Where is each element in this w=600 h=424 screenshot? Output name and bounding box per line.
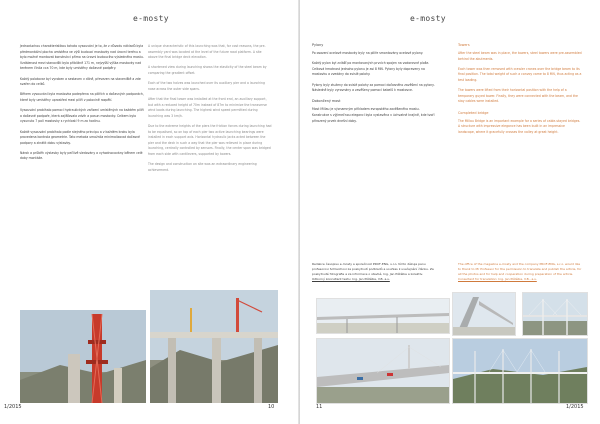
paragraph: After that the final tower was installed at the front end, an auxiliary support, but with a reduced height of 70m instead of 87m to minimize the transverse wind loads during launching. The highest wind speed permitted during launching was 3 km/h.: [148, 96, 267, 118]
section-heading: Completed bridge: [458, 110, 489, 115]
section-heading: Towers: [458, 43, 470, 47]
paragraph: Po osazení ocelové mostovky byly na pilíře smontovány ocelové pylony.: [312, 51, 424, 55]
paragraph: Nárok a průběh výstavby byly pečlivě sledovány a vyhodnocovány během celé doby montáže.: [20, 150, 143, 161]
paragraph: Každý pylon byl zvlášť po montovaných prvcích spojen na vodorovné ploše. Celková hmotnost jednoho pylonu je asi 8 MN. Pylony byly dopraveny na mostovku a zvedány do svislé polohy.: [312, 61, 430, 77]
paragraph: The design and construction on site was an extraordinary engineering achievement.: [148, 162, 257, 172]
bridge-photo-cables: [522, 292, 588, 336]
masthead-title: e-mosty: [133, 14, 169, 23]
bridge-photo-valley: [452, 338, 588, 404]
paragraph: Každý polotovar byl vyroben a sestaven v dílně, převezen na staveniště a zde svařen do celků.: [20, 76, 141, 87]
paragraph: Každé vysouvání probíhalo podle stejného principu a v každém kroku byla provedena kontrola geometrie. Tato metoda umožnila minimalizovat dočasné podpory a zkrátit dobu výstavby.: [20, 129, 140, 145]
paragraph: The towers were lifted from their horizontal position with the help of a temporary guyed tower. Finally, they were connected with the beam, and the stay cables were installed.: [458, 88, 578, 104]
construction-photo-tower: [20, 310, 146, 403]
paragraph: Most Millau je významným příkladem evropského zavěšeného mostu. Konstrukce s výjimečnou elegancí byla vystavěna v úchvatné krajině, kde tvoří přirozený prvek dnešní doby.: [312, 107, 435, 123]
paragraph: A shortened view during launching shows the elasticity of the steel beam by comparing the gradient offset.: [148, 65, 267, 75]
paragraph: Each of the two halves was launched over its auxiliary pier and a launching nose across the outer side spans.: [148, 81, 265, 91]
right-page: [300, 0, 600, 424]
issue-number: 1/2015: [4, 404, 22, 410]
czech-text-column: [20, 44, 144, 344]
paragraph: Due to the extreme heights of the piers the friction forces during launching had to be equalised, so on top of each pier two active launching bearings were installed in each support axis. Horizontal hydraulic jacks acted between the pier and the deck in such a way that the pier was relieved in place during launching, centrally controlled by sensors. Finally, the center span was bridged from each side with cantilevers, supported by towers.: [148, 123, 272, 156]
section-heading: Dokončený most: [312, 99, 341, 104]
paragraph: After the steel beam was in place, the towers, steel towers were pre-assembled behind the abutments.: [458, 51, 582, 61]
paragraph: Během vysouvání byla mostovka podepřena na pilířích a dočasných podporách, které byly umístěny uprostřed mezi pilíři v polovině rozpětí.: [20, 92, 144, 102]
credit-text: Redakce časopisu e-mosty a společnost PROF-ENG, s.r.o. tímto děkuje panu profesorovi Schlaichovi za poskytnutí podkladů a souhlas k uveřejnění článku. Za poskytnuté fotografie a za informace o stavbě, Ing. Jan Pištělka a kolektiv.: [312, 262, 434, 276]
page-number: 10: [268, 404, 275, 410]
bridge-photo-deck: [316, 298, 450, 334]
paragraph: A unique characteristic of this launching was that, for cost reasons, the pre-assembly yard was located at the level of the future road platform. A site above the final bridge deck elevation.: [148, 44, 266, 60]
bridge-photo-tower: [452, 292, 516, 336]
english-text-column: [458, 42, 582, 258]
section-heading: Pylony: [312, 43, 324, 47]
consultant-credit: Odborný konzultant textu: Ing. Jan Pištělka, V.B. a.s.: [312, 277, 390, 281]
page-number: 11: [316, 404, 323, 410]
paragraph: Pylony byly ztuženy do svislé polohy za pomoci dočasného zavěšení na pylony. Následně byly vyrovnány a zavěšeny pomocí kabelů k mostovce.: [312, 82, 435, 93]
construction-photo-deck: [150, 290, 278, 403]
czech-text-column: [312, 42, 436, 258]
credit-text: The office of the magazine e-mosty and the company PROF-ENG, s.r.o. would like to thank to Mr Professor for the permission to translate and publish the article, for all the photos and for help and cooperation during preparation of the article.: [458, 262, 582, 276]
english-text-column: [148, 44, 272, 310]
consultant-credit: Consultant for translation: Ing. Jan Pištělka, V.B., a.s.: [458, 277, 537, 281]
paragraph: Each tower was then removed with crawler cranes over the bridge beam to its final position. The total weight of such a convoy came to 8 MN, thus acting as a test loading.: [458, 66, 582, 82]
english-credits: [458, 262, 582, 282]
paragraph: Vysouvání probíhalo pomocí hydraulických zařízení umístěných na každém pilíři a dočasné podpoře, která zajišťovala zdvih a posun mostovky. Celkem bylo vysunuto 7 polí mostovky s rychlostí 9 m za hodinu.: [20, 108, 144, 124]
paragraph: Jednoduchou charakteristikou tohoto vysouvání je to, že z důvodu nákladů byla předmontážní plocha umístěna ve výši budoucí mostovky nad úrovní terénu a bylo možné montovat konstrukci přímo na úrovni budoucího výsledného mostu. Vzdálenost mezi stanovišti byla přibližně 171 m, nejvyšší výška mostovky nad terénem činila cca 70 m, kde byly umístěny dočasné podpěry.: [20, 44, 144, 71]
masthead-title: e-mosty: [410, 14, 446, 23]
bridge-photo-deck-towers: [316, 338, 450, 404]
czech-credits: [312, 262, 436, 282]
paragraph: The Millau Bridge is an important example for a series of cable-stayed bridges. A structure with impressive elegance has been built in an impressive landscape, where it gracefully crosses the valley at great height.: [458, 118, 581, 134]
issue-number: 1/2015: [566, 404, 584, 410]
